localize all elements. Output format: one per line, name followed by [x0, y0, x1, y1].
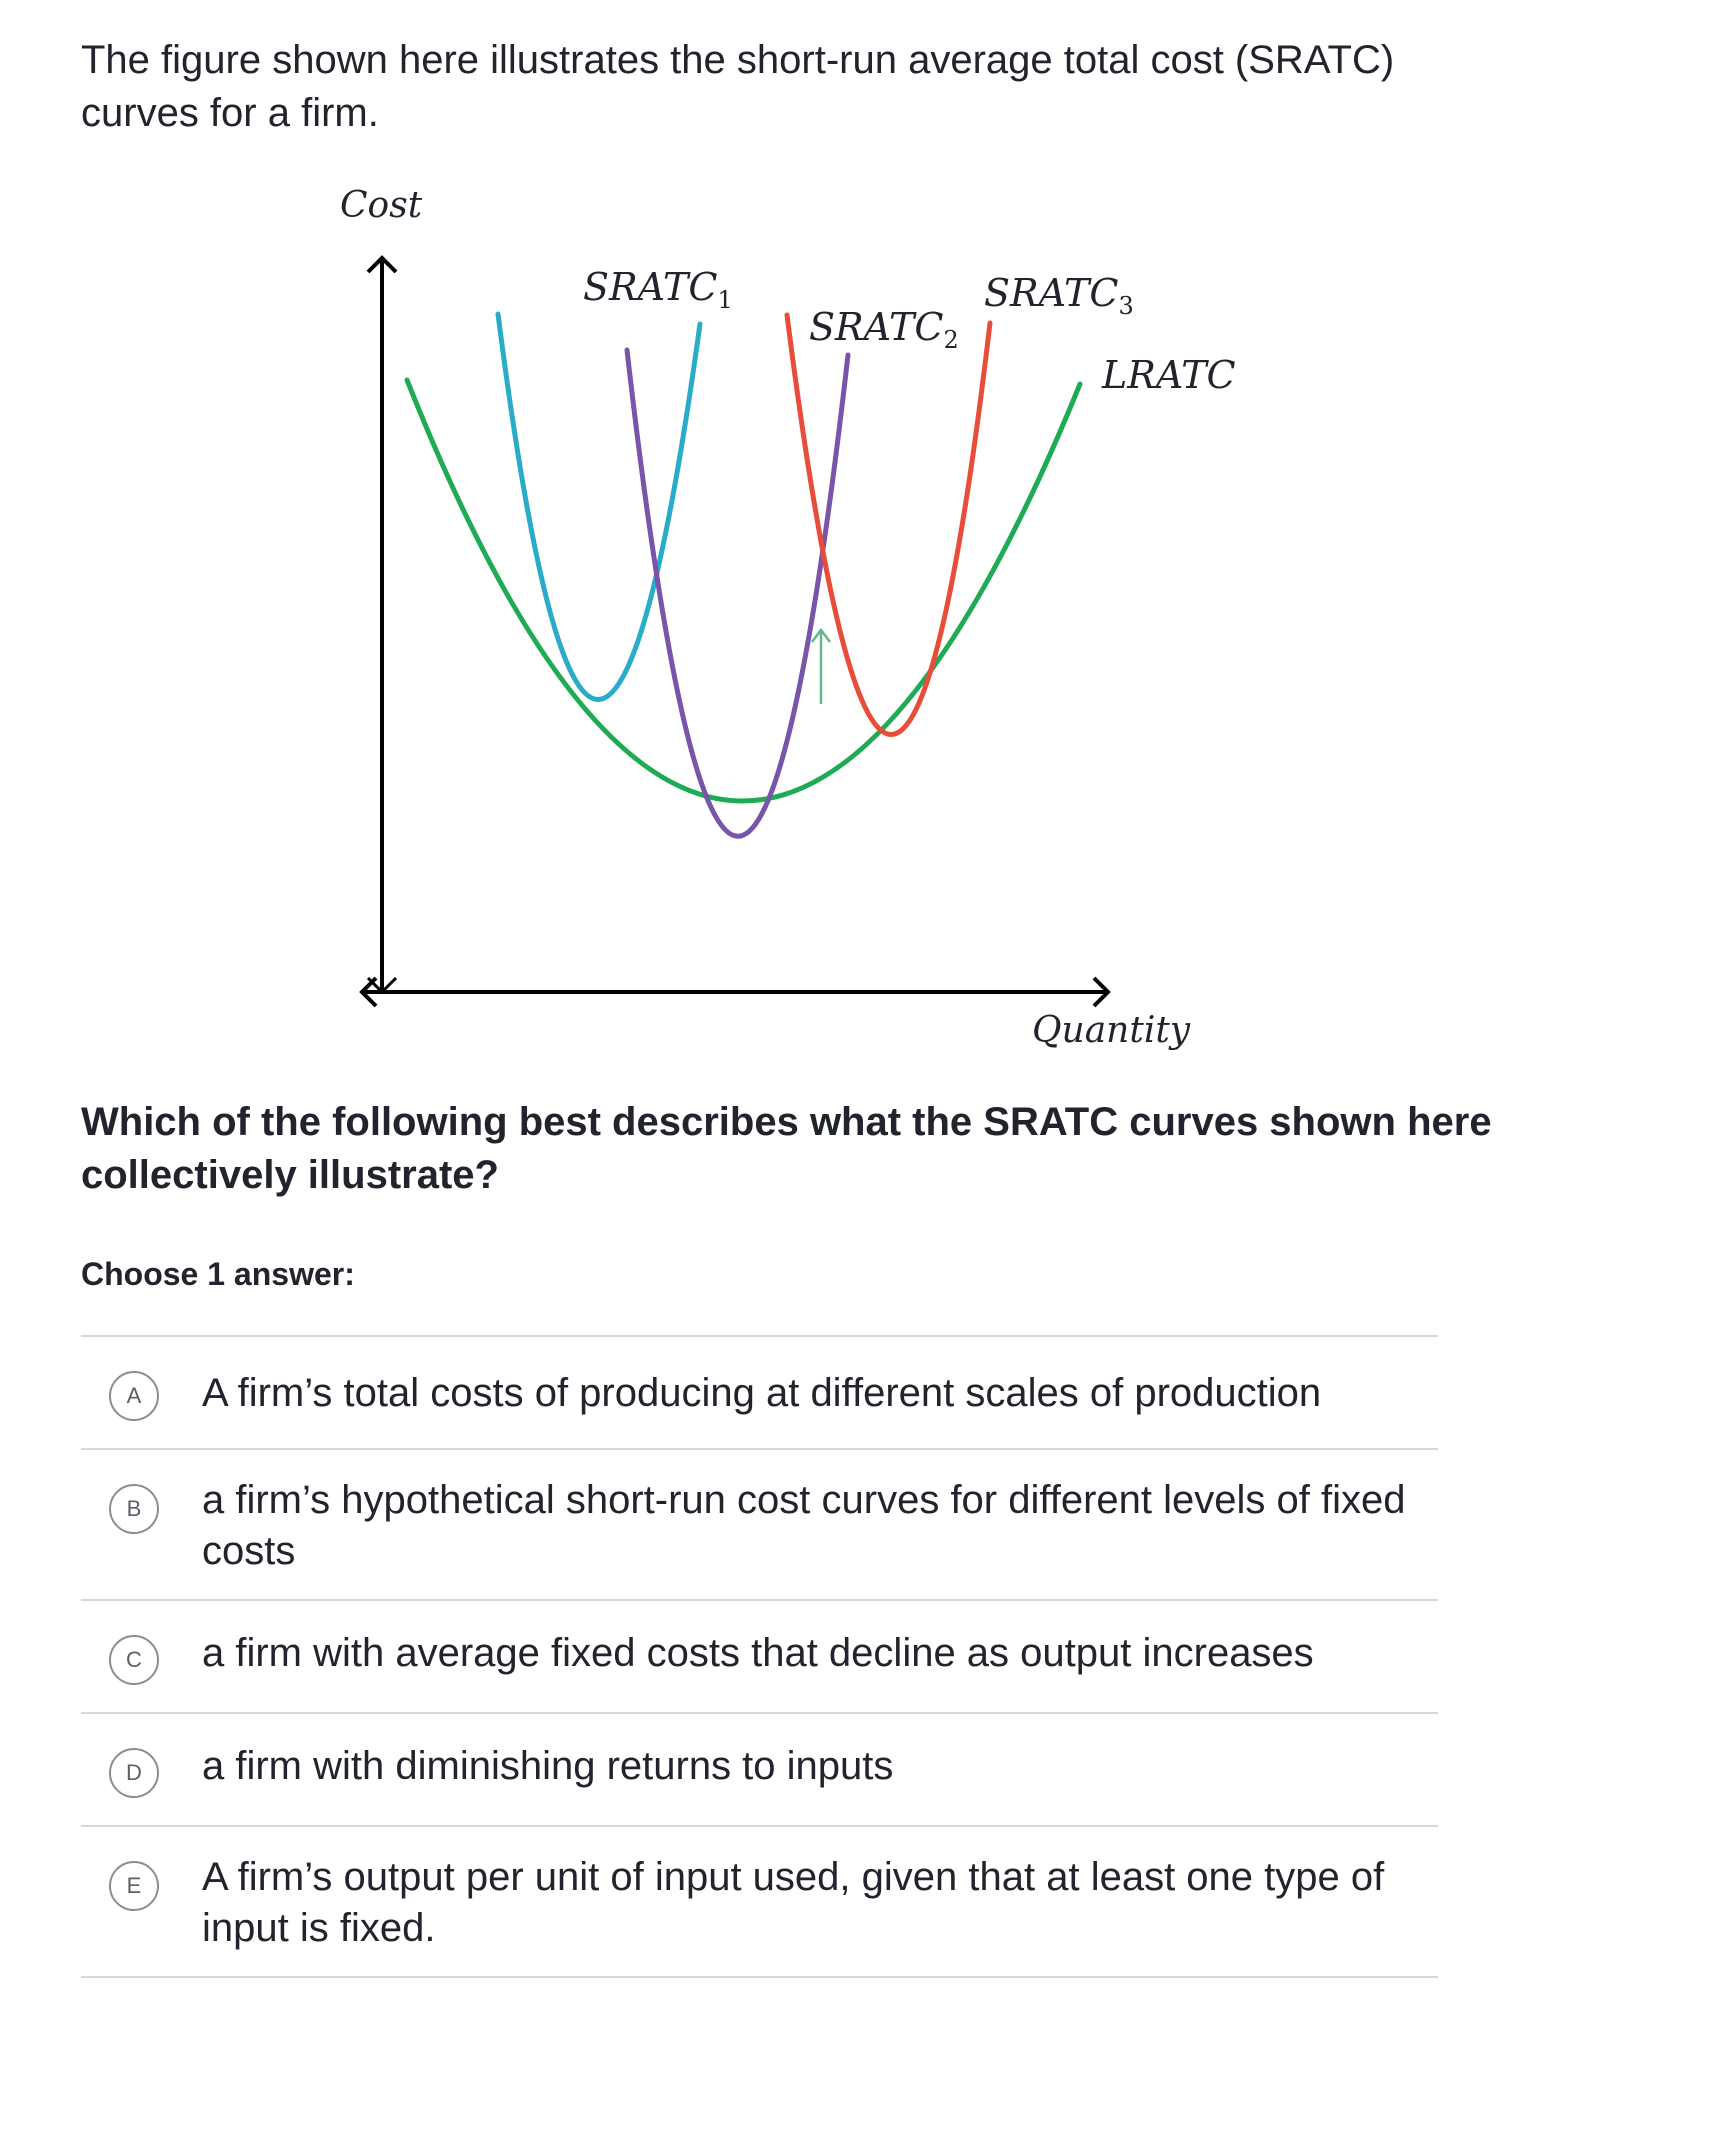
choice-e-letter-icon: E — [109, 1861, 159, 1911]
x-axis-label: Quantity — [1032, 1010, 1191, 1051]
choice-e-text: A firm’s output per unit of input used, given that at least one type of input is fixed. — [202, 1855, 1385, 1950]
choice-d-letter-icon: D — [109, 1748, 159, 1798]
choice-b-text: a firm’s hypothetical short-run cost curves for different levels of fixed costs — [202, 1478, 1406, 1573]
choice-c-text: a firm with average fixed costs that decline as output increases — [202, 1631, 1314, 1675]
choice-d-text: a firm with diminishing returns to inputs — [202, 1744, 894, 1788]
choice-a-text: A firm’s total costs of producing at different scales of production — [202, 1371, 1322, 1415]
up-arrow-icon — [812, 630, 830, 704]
choice-b-letter-icon: B — [109, 1484, 159, 1534]
sratc1-label: $SRATC_1$ — [583, 265, 733, 314]
sratc2-curve — [627, 350, 848, 836]
question-text: Which of the following best describes what the SRATC curves shown here collectively illustrate? — [81, 1100, 1492, 1197]
choice-b[interactable] — [81, 1450, 1438, 1601]
answer-choices — [81, 1335, 1438, 1978]
sratc3-label: $SRATC_3$ — [984, 271, 1134, 320]
choose-label: Choose 1 answer: — [81, 1256, 355, 1292]
axes — [362, 258, 1108, 1006]
sratc3-curve — [787, 315, 990, 735]
choice-a-letter-icon: A — [109, 1371, 159, 1421]
sratc2-label: $SRATC_2$ — [809, 305, 959, 354]
choice-e[interactable] — [81, 1827, 1438, 1978]
lratc-curve — [407, 380, 1080, 801]
choice-c-letter-icon: C — [109, 1635, 159, 1685]
choice-a[interactable] — [81, 1337, 1438, 1450]
choice-c[interactable] — [81, 1601, 1438, 1714]
choice-d[interactable] — [81, 1714, 1438, 1827]
intro-text: The figure shown here illustrates the short-run average total cost (SRATC) curves for a firm. — [81, 38, 1395, 135]
y-axis-label: Cost — [340, 185, 423, 226]
lratc-label: LRATC — [1102, 353, 1236, 397]
